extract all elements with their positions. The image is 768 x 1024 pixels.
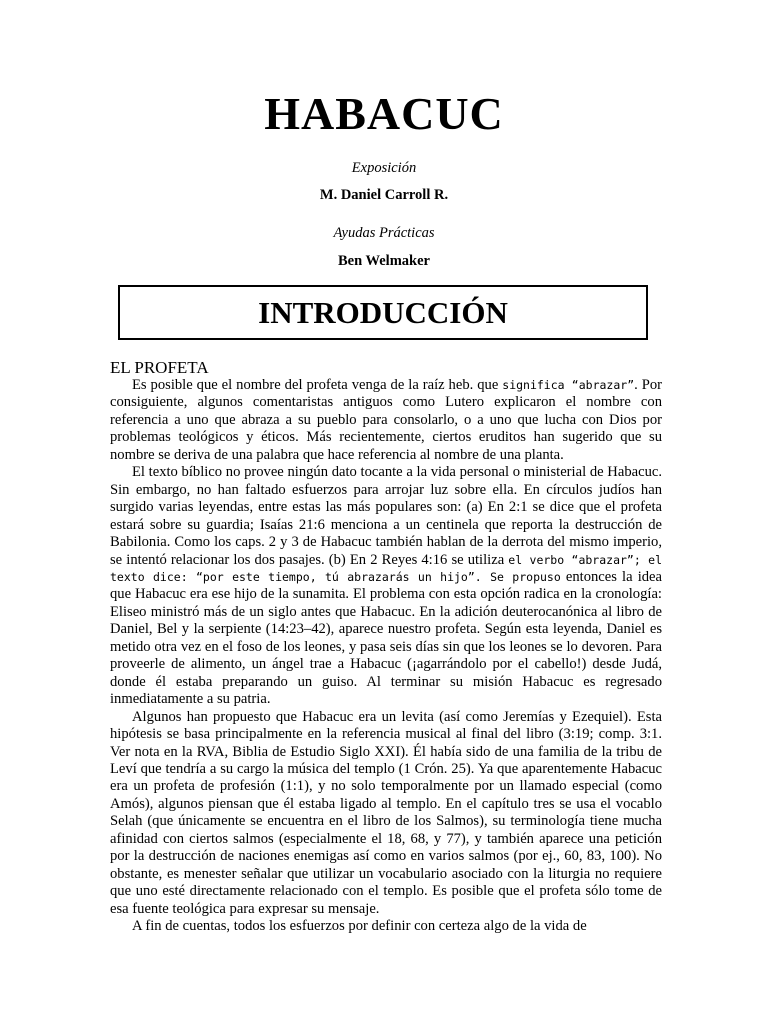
text-run: El texto bíblico no provee ningún dato tocante a la vida personal o ministerial de Habacuc. Sin embargo, no han faltado esfuerzos para arrojar luz sobre ella. En círculos judíos han surgido varias leyendas, entre estas las más populares son: (a) En 2:1 se dice que el profeta estará sobre su guardia; Isaías 21:6 menciona a un centinela que reporta la destrucción de Babilonia. Como los caps. 2 y 3 de Habacuc también hablan de la derrota del mismo imperio, se intentó relacionar los dos pasajes. (b) En 2 Reyes 4:16 se utiliza: [110, 464, 662, 568]
text-run: . Por consiguiente, algunos comentaristas antiguos como Lutero explicaron el nombre con referencia a uno que abraza a su pueblo para consolarlo, o a uno que lucha con Dios por problemas teológicos y éticos. Más recientemente, ciertos eruditos han sugerido que su nombre se deriva de una palabra que hace referencia al nombre de una planta.: [110, 377, 662, 463]
paragraph: [110, 464, 662, 708]
practical-helps-author: Ben Welmaker: [338, 253, 430, 269]
introduction-title-box: [118, 285, 648, 340]
paragraph: [110, 709, 662, 918]
text-run: Es posible que el nombre del profeta venga de la raíz heb. que: [132, 377, 503, 393]
practical-helps-label: Ayudas Prácticas: [333, 225, 435, 241]
paragraph: [110, 377, 662, 464]
introduction-title: INTRODUCCIÓN: [258, 294, 508, 330]
body-text: [110, 377, 662, 936]
text-run: Algunos han propuesto que Habacuc era un levita (así como Jeremías y Ezequiel). Esta hipótesis se basa principalmente en la referencia musical al final del libro (3:19; comp. 3:1. Ver nota en la RVA, Biblia de Estudio Siglo XXI). Él había sido de una familia de la tribu de Leví que tendría a su cargo la música del templo (1 Crón. 25). Ya que aparentemente Habacuc era un profeta de profesión (1:1), y no solo temporalmente por un llamado especial (como Amós), algunos piensan que él estaba ligado al templo. En el capítulo tres se usa el vocablo Selah (que únicamente se encuentra en el libro de los Salmos), su terminología tiene mucha afinidad con ciertos salmos (especialmente el 18, 68, y 77), y también aparece una petición por la destrucción de naciones enemigas así como en varios salmos (por ej., 60, 83, 100). No obstante, es menester señalar que utilizar un vocabulario asociado con la liturgia no requiere que uno esté directamente relacionado con el templo. Es posible que el profeta sólo tome de esa fuente teológica para expresar su mensaje.: [110, 708, 662, 917]
text-run: entonces la idea que Habacuc era ese hijo de la sunamita. El problema con esta opción radica en la cronología: Eliseo ministró más de un siglo antes que Habacuc. En la adición deuterocanónica al libro de Daniel, Bel y la serpiente (14:23–42), aparece nuestro profeta. Según esta leyenda, Daniel es metido otra vez en el foso de los leones, y pasa seis días sin que los leones se lo devoren. Para proveerle de alimento, un ángel trae a Habacuc (¡agarrándolo por el cabello!) desde Judá, donde él estaba preparando un guiso. Al terminar su misión Habacuc es regresado inmediatamente a su patria.: [110, 568, 662, 708]
book-title: HABACUC: [264, 88, 504, 139]
text-run-monospace: significa “abrazar”: [502, 378, 635, 392]
section-heading-el-profeta: EL PROFETA: [110, 358, 209, 377]
text-run: A fin de cuentas, todos los esfuerzos por definir con certeza algo de la vida de: [132, 918, 587, 935]
paragraph: [110, 918, 662, 935]
exposition-label: Exposición: [351, 160, 417, 176]
text-run-monospace: el verbo “abrazar”; el texto dice: “por este tiempo, tú abrazarás un hijo”. Se propuso: [110, 552, 662, 584]
exposition-author: M. Daniel Carroll R.: [319, 187, 449, 203]
